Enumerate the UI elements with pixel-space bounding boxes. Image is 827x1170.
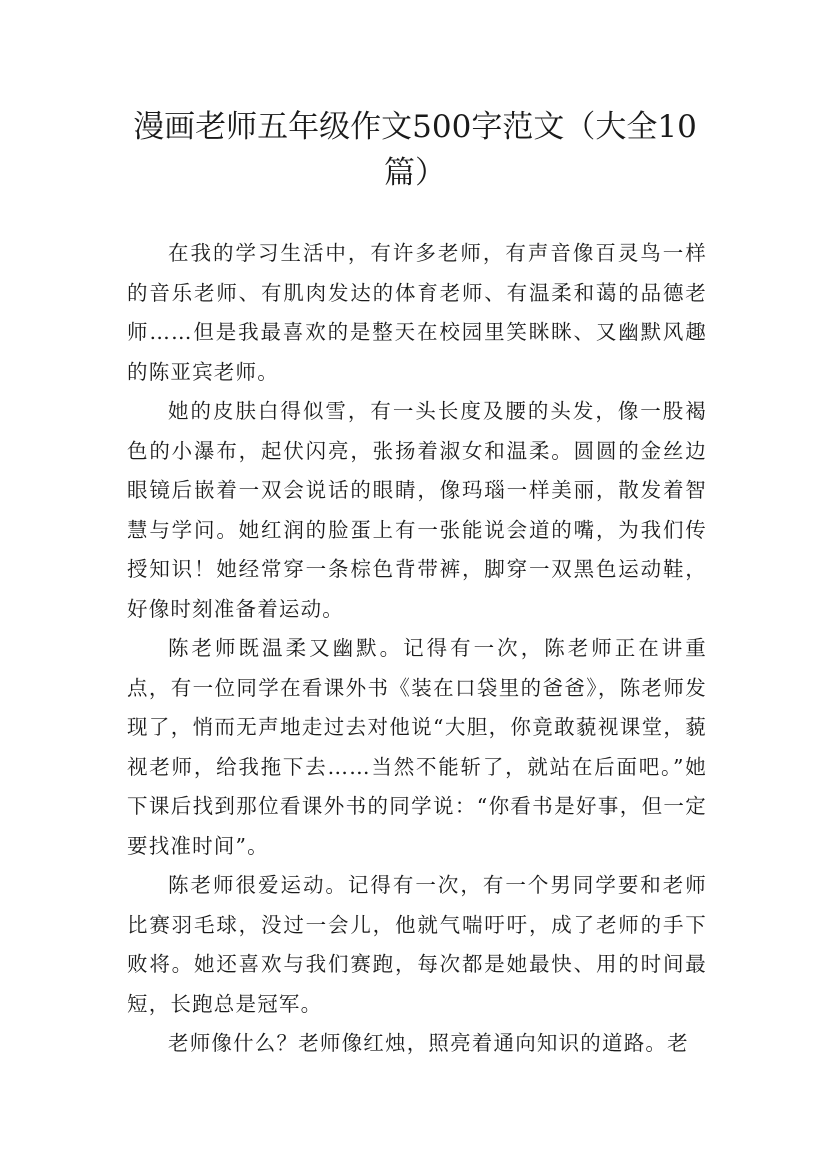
paragraph: 在我的学习生活中，有许多老师，有声音像百灵鸟一样的音乐老师、有肌肉发达的体育老师、有温柔和蔼的品德老师……但是我最喜欢的是整天在校园里笑眯眯、又幽默风趣的陈亚宾老师。 <box>127 241 707 384</box>
document-body <box>127 234 707 1064</box>
paragraph: 陈老师既温柔又幽默。记得有一次，陈老师正在讲重点，有一位同学在看课外书《装在口袋里的爸爸》，陈老师发现了，悄而无声地走过去对他说“大胆，你竟敢藐视课堂，藐视老师，给我拖下去……当然不能斩了，就站在后面吧。”她下课后找到那位看课外书的同学说：“你看书是好事，但一定要找准时间”。 <box>127 636 707 858</box>
paragraph: 老师像什么？老师像红烛，照亮着通向知识的道路。老 <box>168 1031 689 1055</box>
paragraph: 陈老师很爱运动。记得有一次，有一个男同学要和老师比赛羽毛球，没过一会儿，他就气喘吁吁，成了老师的手下败将。她还喜欢与我们赛跑，每次都是她最快、用的时间最短，长跑总是冠军。 <box>127 873 707 1016</box>
paragraph: 她的皮肤白得似雪，有一头长度及腰的头发，像一股褐色的小瀑布，起伏闪亮，张扬着淑女和温柔。圆圆的金丝边眼镜后嵌着一双会说话的眼睛，像玛瑙一样美丽，散发着智慧与学问。她红润的脸蛋上有一张能说会道的嘴，为我们传授知识！她经常穿一条棕色背带裤，脚穿一双黑色运动鞋，好像时刻准备着运动。 <box>127 399 707 621</box>
document-title: 漫画老师五年级作文500字范文（大全10篇） <box>133 109 697 191</box>
